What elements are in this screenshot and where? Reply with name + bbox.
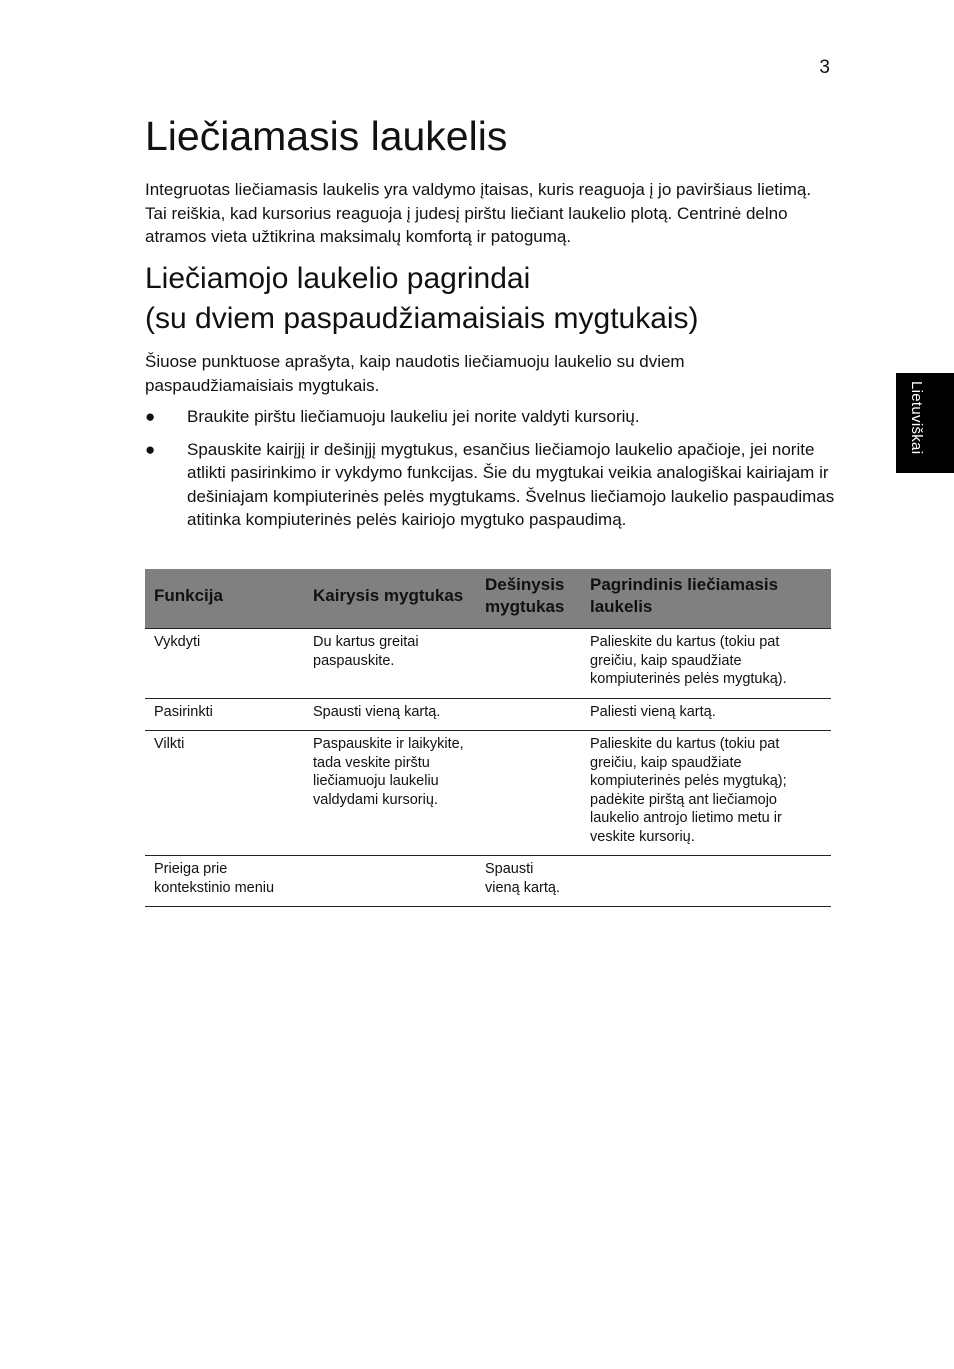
table-cell: Spausti vieną kartą. (476, 856, 581, 907)
bullet-dot-icon: ● (145, 439, 156, 459)
table-cell: Prieiga prie kontekstinio meniu (145, 856, 304, 907)
intro-paragraph: Integruotas liečiamasis laukelis yra valdymo įtaisas, kuris reaguoja į jo paviršiaus lietimą. Tai reiškia, kad kursorius reaguoja į judesį pirštu liečiant laukelio plotą. Centrinė delno atramos vieta užtikrina maksimalų komfortą ir patogumą. (145, 180, 812, 246)
table-cell: Paliesti vieną kartą. (581, 698, 831, 731)
table-cell: Vilkti (145, 731, 304, 856)
header-function: Funkcija (145, 569, 304, 629)
section-heading-line-1: Liečiamojo laukelio pagrindai (145, 262, 531, 295)
table-row (145, 629, 831, 699)
bullet-item (145, 438, 835, 532)
header-main-touchpad: Pagrindinis liečiamasis laukelis (581, 569, 831, 629)
table-cell (476, 698, 581, 731)
bullet-dot-icon: ● (145, 407, 156, 426)
table-header-row (145, 569, 831, 629)
bullet-list (145, 405, 835, 541)
table-cell: Du kartus greitai paspauskite. (304, 629, 476, 699)
page-number: 3 (819, 57, 830, 78)
section-heading-line-2: (su dviem paspaudžiamaisiais mygtukais) (145, 302, 699, 335)
bullet-text: Braukite pirštu liečiamuoju laukeliu jei norite valdyti kursorių. (187, 407, 640, 426)
table-row (145, 731, 831, 856)
header-left-button: Kairysis mygtukas (304, 569, 476, 629)
table-cell (476, 731, 581, 856)
table-cell: Paspauskite ir laikykite, tada veskite pirštu liečiamuoju laukeliu valdydami kursorių. (304, 731, 476, 856)
functions-table (145, 569, 831, 907)
table-cell (581, 856, 831, 907)
page-title: Liečiamasis laukelis (145, 113, 508, 159)
table-cell: Spausti vieną kartą. (304, 698, 476, 731)
table-cell (476, 629, 581, 699)
section-paragraph: Šiuose punktuose aprašyta, kaip naudotis liečiamuoju laukelio su dviem paspaudžiamaisiais mygtukais. (145, 352, 685, 395)
table-cell: Palieskite du kartus (tokiu pat greičiu, kaip spaudžiate kompiuterinės pelės mygtuką); padėkite pirštą ant liečiamojo laukelio antrojo lietimo metu ir veskite kursorių. (581, 731, 831, 856)
table-row (145, 698, 831, 731)
table-cell: Palieskite du kartus (tokiu pat greičiu, kaip spaudžiate kompiuterinės pelės mygtuką). (581, 629, 831, 699)
bullet-text: Spauskite kairįjį ir dešinįjį mygtukus, esančius liečiamojo laukelio apačioje, jei norite atlikti pasirinkimo ir vykdymo funkcijas. Šie du mygtukai veikia analogiškai kairiajam ir dešiniajam kompiuterinės pelės mygtukams. Švelnus liečiamojo laukelio paspaudimas atitinka kompiuterinės pelės kairiojo mygtuko paspaudimą. (187, 439, 835, 529)
header-right-button: Dešinysis mygtukas (476, 569, 581, 629)
table-cell: Vykdyti (145, 629, 304, 699)
bullet-item (145, 405, 835, 429)
section-heading (145, 259, 699, 339)
table-row (145, 856, 831, 907)
language-side-tab-label: Lietuviškai (908, 381, 925, 455)
language-side-tab (896, 373, 954, 473)
table-cell: Pasirinkti (145, 698, 304, 731)
table-cell (304, 856, 476, 907)
